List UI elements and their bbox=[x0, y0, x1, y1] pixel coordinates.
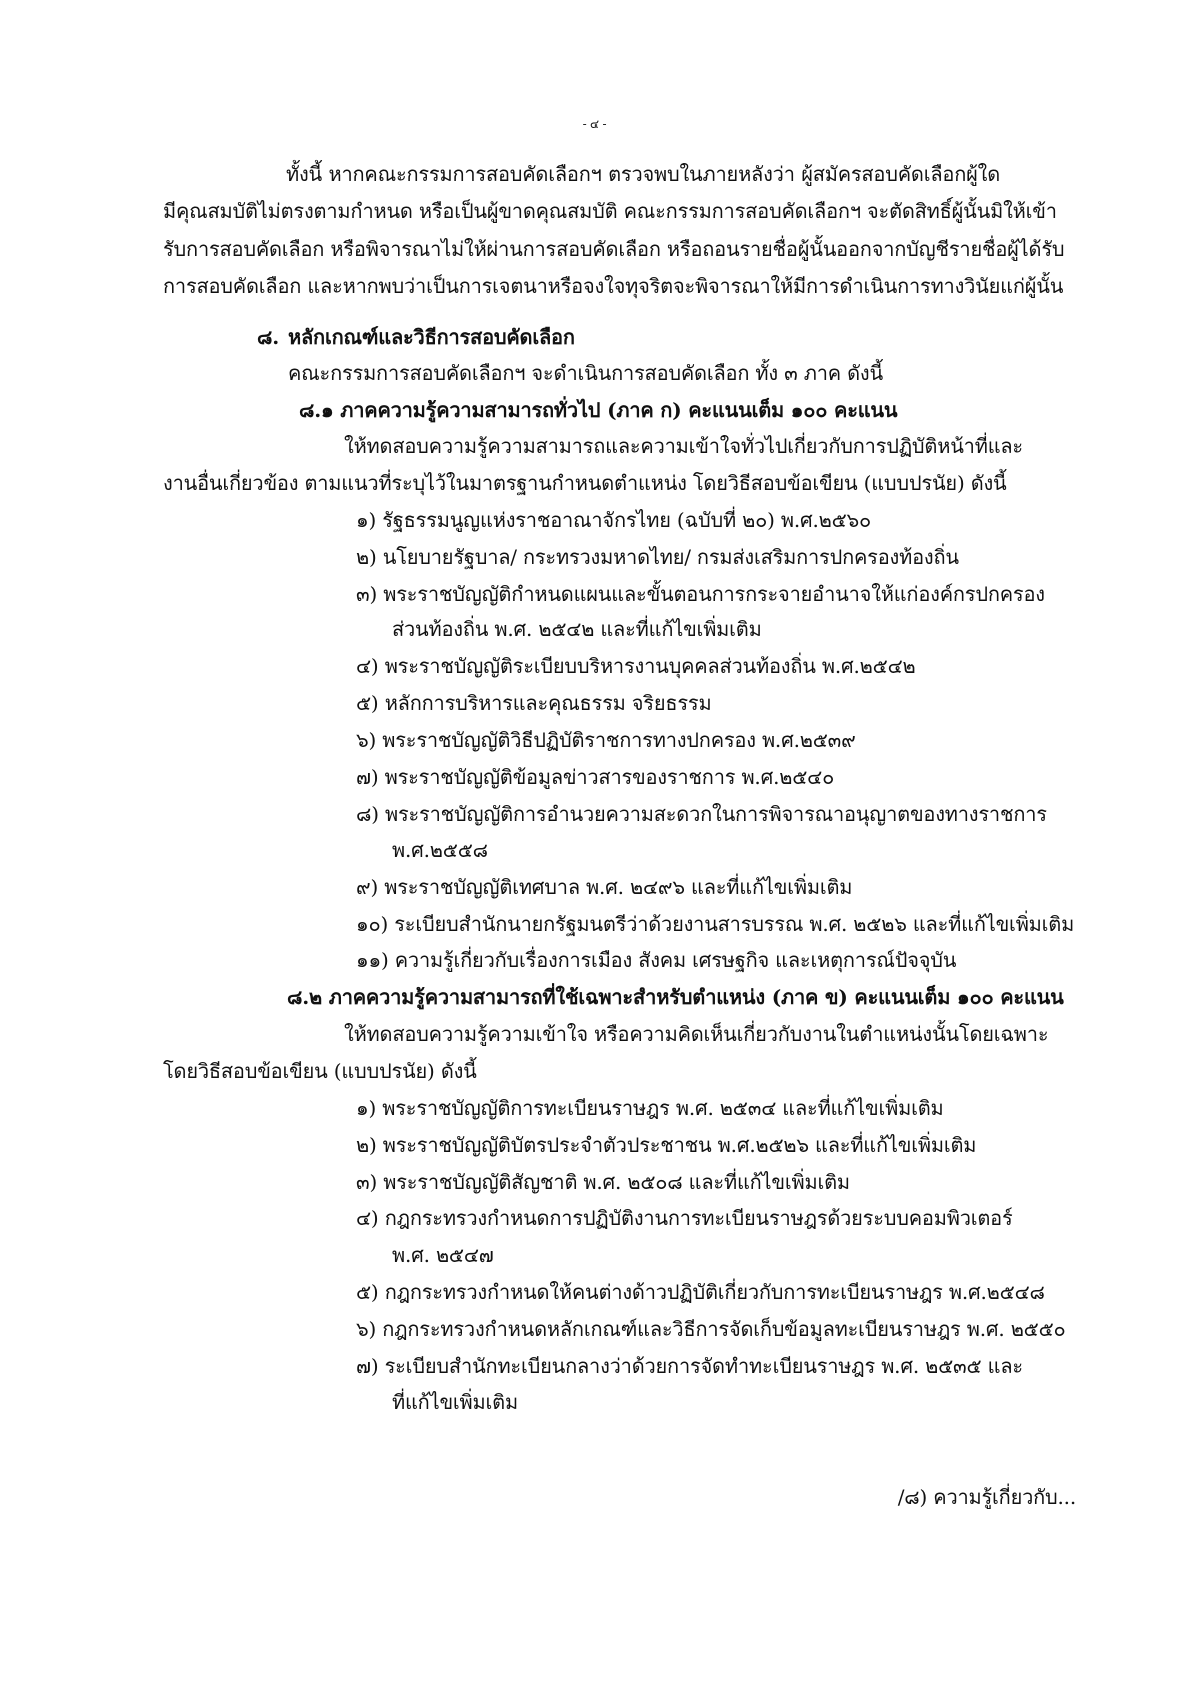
part-1-item-11: ๑๑) ความรู้เกี่ยวกับเรื่องการเมือง สังคม เศรษฐกิจ และเหตุการณ์ปัจจุบัน bbox=[356, 948, 957, 972]
part-1-item-8: ๘) พระราชบัญญัติการอำนวยความสะดวกในการพิจารณาอนุญาตของทางราชการ bbox=[356, 802, 1047, 826]
part-2-item-7-cont: ที่แก้ไขเพิ่มเติม bbox=[392, 1390, 518, 1414]
section-8-number: ๘. bbox=[257, 325, 279, 349]
part-1-item-2: ๒) นโยบายรัฐบาล/ กระทรวงมหาดไทย/ กรมส่งเสริมการปกครองท้องถิ่น bbox=[356, 545, 959, 569]
part-2-item-1: ๑) พระราชบัญญัติการทะเบียนราษฎร พ.ศ. ๒๕๓๔ และที่แก้ไขเพิ่มเติม bbox=[356, 1096, 944, 1120]
part-1-desc-1: ให้ทดสอบความรู้ความสามารถและความเข้าใจทั่วไปเกี่ยวกับการปฏิบัติหน้าที่และ bbox=[344, 434, 1023, 458]
part-1-item-5: ๕) หลักการบริหารและคุณธรรม จริยธรรม bbox=[356, 691, 712, 715]
part-1-item-4: ๔) พระราชบัญญัติระเบียบบริหารงานบุคคลส่วนท้องถิ่น พ.ศ.๒๕๔๒ bbox=[356, 654, 916, 678]
part-1-item-10: ๑๐) ระเบียบสำนักนายกรัฐมนตรีว่าด้วยงานสารบรรณ พ.ศ. ๒๕๒๖ และที่แก้ไขเพิ่มเติม bbox=[356, 912, 1075, 936]
intro-line-4: การสอบคัดเลือก และหากพบว่าเป็นการเจตนาหรือจงใจทุจริตจะพิจารณาให้มีการดำเนินการทางวินัยแก่ผู้นั้น bbox=[163, 274, 1064, 298]
part-2-item-7: ๗) ระเบียบสำนักทะเบียนกลางว่าด้วยการจัดทำทะเบียนราษฎร พ.ศ. ๒๕๓๕ และ bbox=[356, 1354, 1023, 1378]
part-1-item-7: ๗) พระราชบัญญัติข้อมูลข่าวสารของราชการ พ.ศ.๒๕๔๐ bbox=[356, 765, 835, 789]
part-1-item-9: ๙) พระราชบัญญัติเทศบาล พ.ศ. ๒๔๙๖ และที่แก้ไขเพิ่มเติม bbox=[356, 875, 853, 899]
page-number: - ๔ - bbox=[582, 117, 607, 131]
part-2-item-4: ๔) กฎกระทรวงกำหนดการปฏิบัติงานการทะเบียนราษฎรด้วยระบบคอมพิวเตอร์ bbox=[356, 1206, 1013, 1230]
part-1-item-3-cont: ส่วนท้องถิ่น พ.ศ. ๒๕๔๒ และที่แก้ไขเพิ่มเติม bbox=[392, 617, 762, 641]
section-8-lead: คณะกรรมการสอบคัดเลือกฯ จะดำเนินการสอบคัดเลือก ทั้ง ๓ ภาค ดังนี้ bbox=[288, 361, 883, 385]
part-2-item-4-cont: พ.ศ. ๒๕๔๗ bbox=[392, 1243, 494, 1267]
intro-line-3: รับการสอบคัดเลือก หรือพิจารณาไม่ให้ผ่านการสอบคัดเลือก หรือถอนรายชื่อผู้นั้นออกจากบัญชีรายชื่อผู้ได้รับ bbox=[163, 237, 1065, 261]
part-1-item-1: ๑) รัฐธรรมนูญแห่งราชอาณาจักรไทย (ฉบับที่ ๒๐) พ.ศ.๒๕๖๐ bbox=[356, 508, 872, 532]
continuation-marker: /๘) ความรู้เกี่ยวกับ... bbox=[897, 1485, 1076, 1509]
part-2-desc-2: โดยวิธีสอบข้อเขียน (แบบปรนัย) ดังนี้ bbox=[163, 1059, 477, 1083]
part-1-desc-2: งานอื่นเกี่ยวข้อง ตามแนวที่ระบุไว้ในมาตรฐานกำหนดตำแหน่ง โดยวิธีสอบข้อเขียน (แบบปรนัย) ดังนี้ bbox=[163, 471, 1007, 495]
section-8-heading: หลักเกณฑ์และวิธีการสอบคัดเลือก bbox=[288, 325, 575, 349]
intro-line-2: มีคุณสมบัติไม่ตรงตามกำหนด หรือเป็นผู้ขาดคุณสมบัติ คณะกรรมการสอบคัดเลือกฯ จะตัดสิทธิ์ผู้นั้นมิให้เข้า bbox=[163, 199, 1057, 223]
part-2-item-5: ๕) กฎกระทรวงกำหนดให้คนต่างด้าวปฏิบัติเกี่ยวกับการทะเบียนราษฎร พ.ศ.๒๕๔๘ bbox=[356, 1280, 1045, 1304]
part-1-heading: ๘.๑ ภาคความรู้ความสามารถทั่วไป (ภาค ก) คะแนนเต็ม ๑๐๐ คะแนน bbox=[299, 398, 898, 422]
part-1-item-8-cont: พ.ศ.๒๕๕๘ bbox=[392, 838, 488, 862]
part-1-item-3: ๓) พระราชบัญญัติกำหนดแผนและขั้นตอนการกระจายอำนาจให้แก่องค์กรปกครอง bbox=[356, 582, 1045, 606]
part-2-item-2: ๒) พระราชบัญญัติบัตรประจำตัวประชาชน พ.ศ.๒๕๒๖ และที่แก้ไขเพิ่มเติม bbox=[356, 1133, 977, 1157]
part-2-item-3: ๓) พระราชบัญญัติสัญชาติ พ.ศ. ๒๕๐๘ และที่แก้ไขเพิ่มเติม bbox=[356, 1170, 850, 1194]
part-2-item-6: ๖) กฎกระทรวงกำหนดหลักเกณฑ์และวิธีการจัดเก็บข้อมูลทะเบียนราษฎร พ.ศ. ๒๕๕๐ bbox=[356, 1317, 1066, 1341]
part-2-heading: ๘.๒ ภาคความรู้ความสามารถที่ใช้เฉพาะสำหรับตำแหน่ง (ภาค ข) คะแนนเต็ม ๑๐๐ คะแนน bbox=[287, 985, 1064, 1009]
part-1-item-6: ๖) พระราชบัญญัติวิธีปฏิบัติราชการทางปกครอง พ.ศ.๒๕๓๙ bbox=[356, 728, 856, 752]
part-2-desc-1: ให้ทดสอบความรู้ความเข้าใจ หรือความคิดเห็นเกี่ยวกับงานในตำแหน่งนั้นโดยเฉพาะ bbox=[344, 1022, 1049, 1046]
intro-line-1: ทั้งนี้ หากคณะกรรมการสอบคัดเลือกฯ ตรวจพบในภายหลังว่า ผู้สมัครสอบคัดเลือกผู้ใด bbox=[286, 162, 1000, 186]
